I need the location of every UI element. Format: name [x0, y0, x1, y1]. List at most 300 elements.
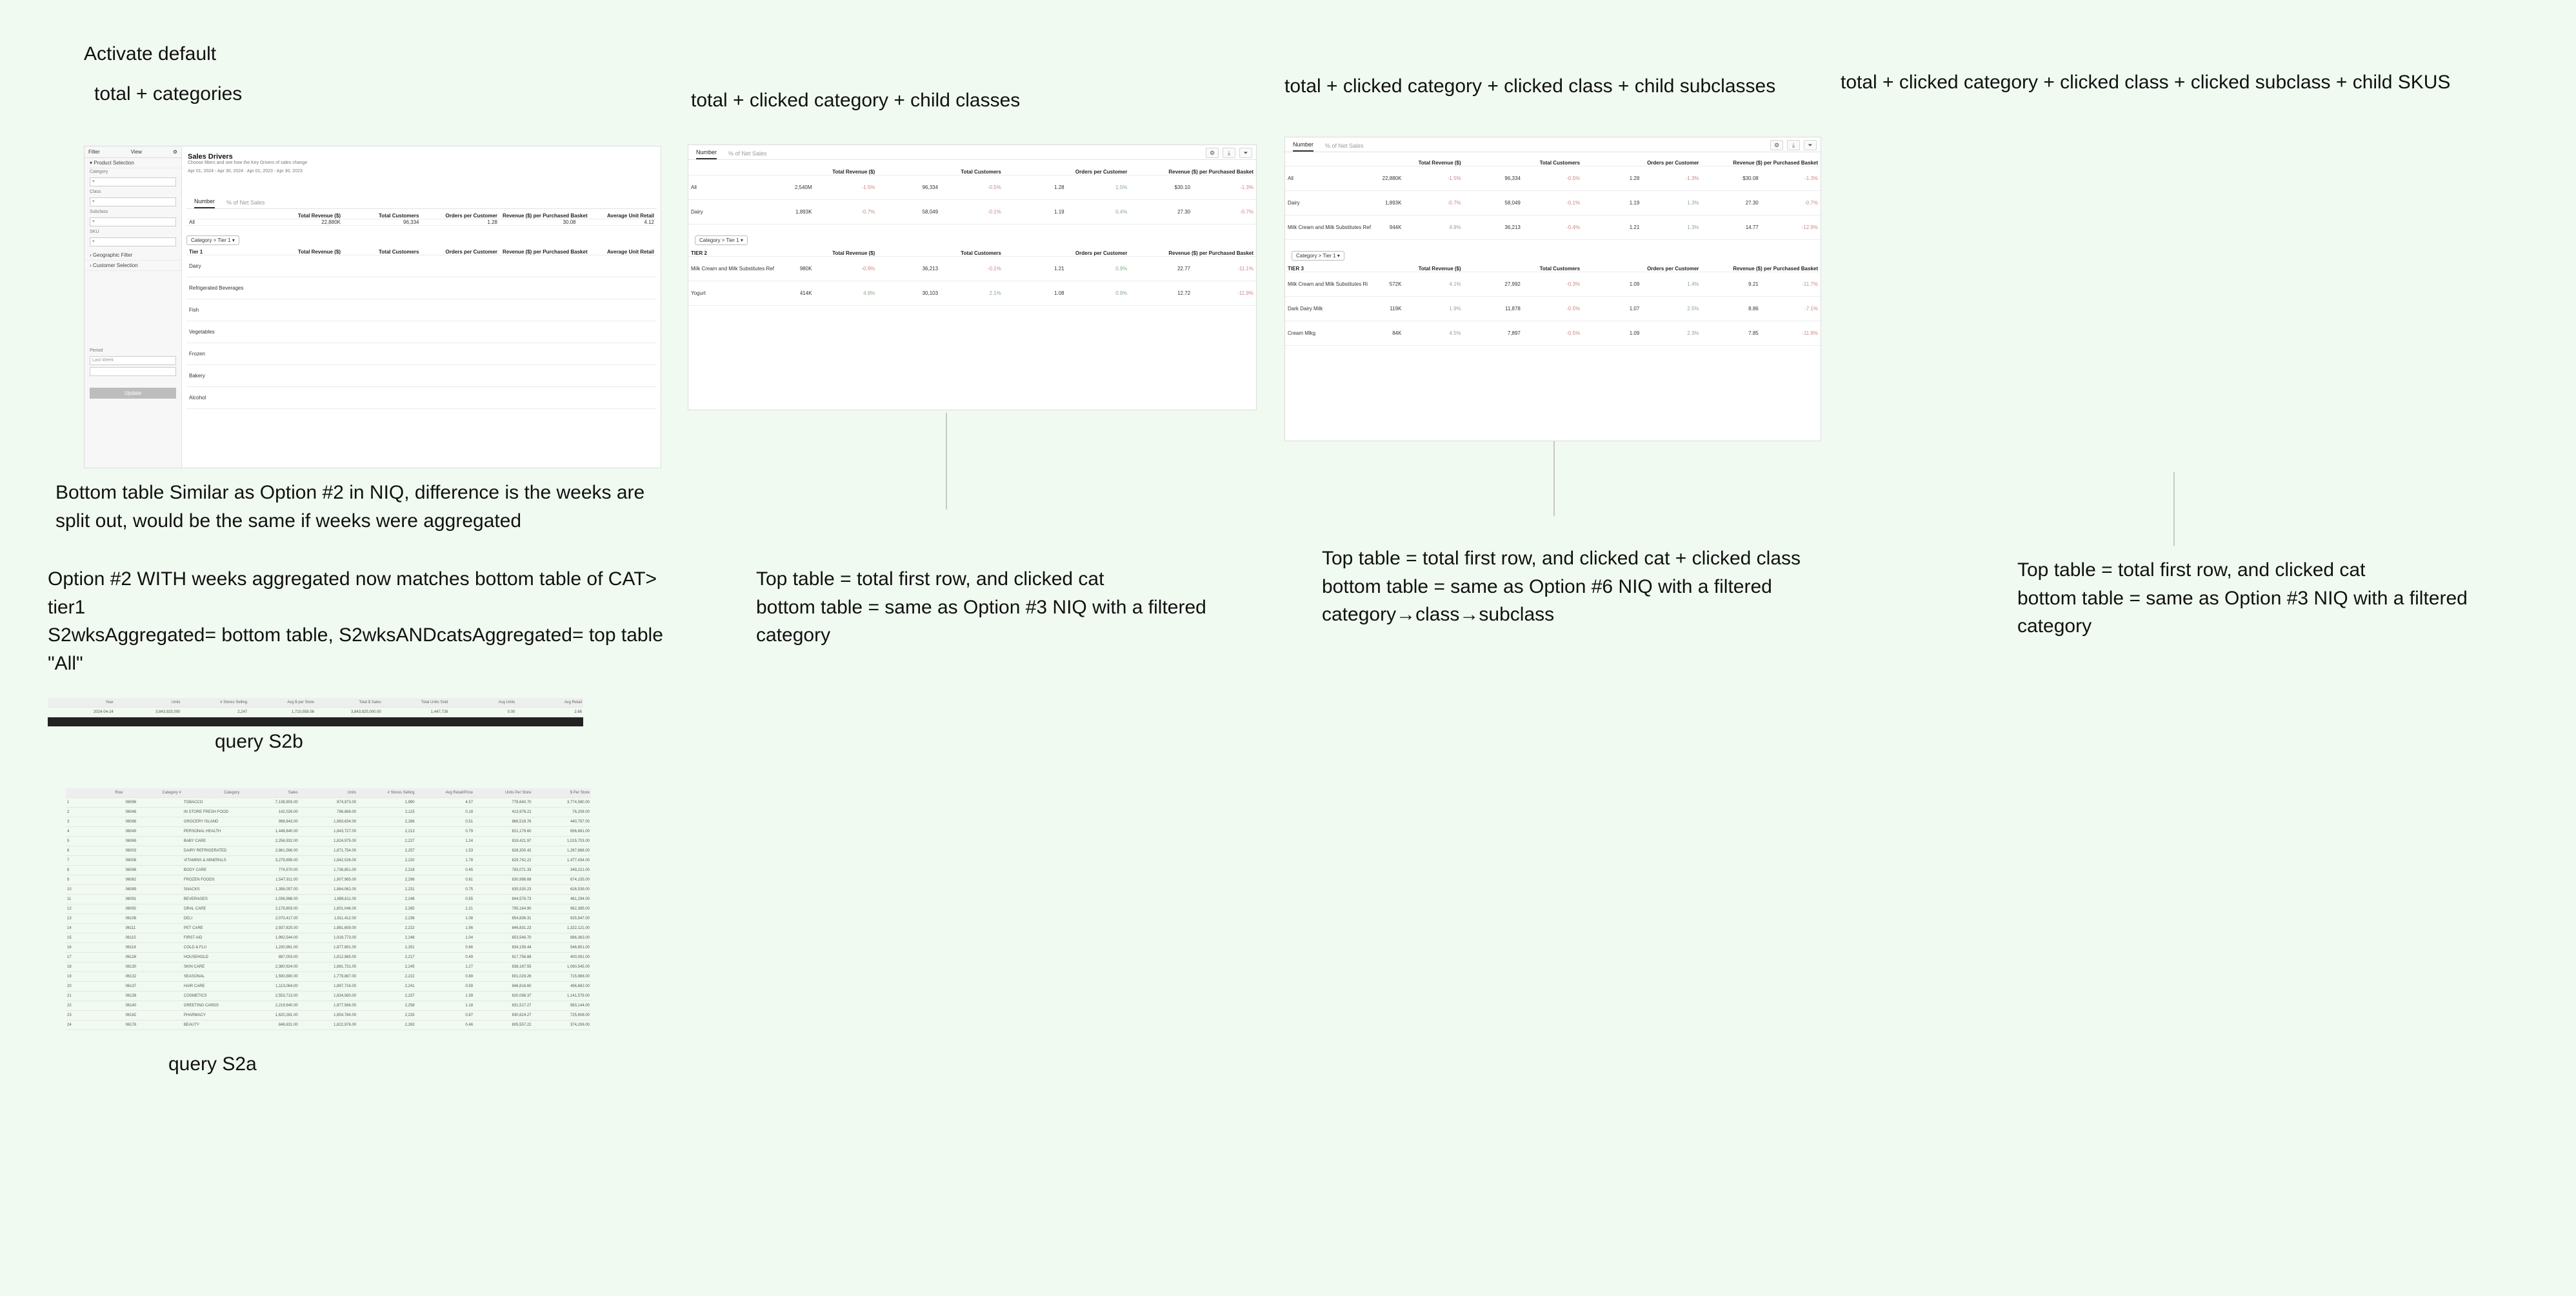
table-cell: 413,978.22	[474, 808, 532, 817]
table-cell: 0.00	[450, 708, 517, 717]
table-cell: 2,245	[357, 962, 415, 972]
class-select[interactable]: ▾	[90, 197, 176, 206]
product-selection-section[interactable]: ▾ Product Selection	[85, 158, 181, 168]
table-row[interactable]	[1285, 166, 1821, 191]
table-row[interactable]	[66, 904, 591, 914]
column-header: Units	[115, 698, 182, 708]
column-header: Category #	[124, 788, 182, 798]
table-cell: 715,968.00	[533, 972, 592, 982]
table-row[interactable]	[48, 708, 583, 717]
table-cell: 1,907,965.00	[299, 875, 357, 885]
table-row[interactable]	[66, 914, 591, 924]
table-cell: 12.72	[1130, 281, 1193, 306]
table-row[interactable]	[186, 321, 657, 343]
tab-trend[interactable]: % of Net Sales	[226, 199, 265, 206]
row-label[interactable]: Yogurt	[688, 281, 752, 306]
col-group: Total Customers	[1464, 266, 1583, 272]
view-tabs	[688, 145, 1202, 160]
table-cell: 1,801,046.00	[299, 904, 357, 914]
table-cell: DAIRY REFRIGERATED	[183, 846, 241, 856]
view-tabs	[1285, 137, 1766, 152]
note-clicked-cat: Top table = total first row, and clicked cat bottom table = same as Option #3 NIQ with a filtered category	[756, 568, 1206, 646]
top-table	[688, 169, 1256, 224]
col-group: Orders per Customer	[1583, 266, 1701, 272]
row-head: TIER 2	[688, 250, 752, 257]
table-row[interactable]	[66, 895, 591, 904]
table-cell: 1,843,727.00	[299, 827, 357, 837]
table-cell: 1.28	[1583, 166, 1642, 191]
table-row[interactable]	[66, 953, 591, 962]
table-cell: 06118	[124, 943, 182, 953]
table-row[interactable]	[1285, 272, 1821, 297]
table-cell: 58,049	[1464, 191, 1523, 215]
table-cell: 2,263	[357, 1021, 415, 1030]
table-cell: -0.9%	[815, 257, 878, 281]
table-cell: 27.30	[1702, 191, 1761, 215]
table-cell: 11	[66, 895, 124, 904]
table-cell: 818,421.97	[474, 837, 532, 846]
table-cell: DELI	[183, 914, 241, 924]
column-header: Category	[183, 788, 241, 798]
table-cell: 866,518.76	[474, 817, 532, 827]
table-row[interactable]	[66, 943, 591, 953]
table-cell: 4.12	[579, 219, 657, 226]
table-cell	[422, 255, 501, 277]
table-cell: -0.5%	[941, 175, 1004, 200]
col-group: Total Revenue ($)	[1344, 160, 1463, 166]
filter-icon[interactable]: ⏷	[1239, 148, 1252, 158]
table-cell: 6	[66, 846, 124, 856]
table-cell: 0.9%	[1067, 281, 1130, 306]
table-cell: PET CARE	[183, 924, 241, 933]
table-cell: 06008	[124, 856, 182, 866]
table-cell: 1.21	[1583, 215, 1642, 240]
category-name[interactable]: Dairy	[186, 255, 265, 277]
table-cell: 16	[66, 943, 124, 953]
table-cell: -1.3%	[1761, 166, 1821, 191]
table-row[interactable]	[66, 827, 591, 837]
column-header: # Stores Selling	[182, 698, 249, 708]
table-cell: 96,334	[877, 175, 941, 200]
settings-icon[interactable]: ⚙	[172, 149, 177, 155]
column-header: Units	[299, 788, 357, 798]
category-name[interactable]: Alcohol	[186, 387, 265, 409]
table-cell: 1,322,121.00	[533, 924, 592, 933]
filter-label[interactable]: Filter	[88, 149, 100, 155]
table-cell	[500, 255, 579, 277]
table-cell: 06082	[124, 875, 182, 885]
table-cell: 1,990	[357, 798, 415, 808]
table-cell: 1.08	[1004, 281, 1067, 306]
table-cell: 13	[66, 914, 124, 924]
table-row[interactable]	[688, 200, 1256, 224]
table-cell: 983,144.00	[533, 1001, 592, 1011]
table-row[interactable]	[66, 837, 591, 846]
tab-trend[interactable]: % of Net Sales	[728, 150, 767, 157]
table-cell: 783,071.33	[474, 866, 532, 875]
row-label[interactable]: Milk Cream and Milk Substitutes Ref	[688, 257, 752, 281]
table-cell	[500, 387, 579, 409]
table-cell: 1	[66, 798, 124, 808]
row-label[interactable]: All	[1285, 166, 1344, 191]
table-cell: 119K	[1344, 297, 1404, 321]
table-cell: 496,682.00	[533, 982, 592, 992]
table-row[interactable]	[1285, 297, 1821, 321]
table-cell: 2,258	[357, 1001, 415, 1011]
table-cell: 1.09	[1583, 321, 1642, 346]
table-cell: 440,797.00	[533, 817, 592, 827]
table-row[interactable]	[186, 299, 657, 321]
table-cell: 674,155.00	[533, 875, 592, 885]
table-cell: 980K	[752, 257, 815, 281]
table-cell	[422, 343, 501, 365]
table-row[interactable]	[1285, 215, 1821, 240]
row-head	[1285, 160, 1344, 166]
table-cell: 23	[66, 1011, 124, 1021]
page-subtitle: Choose filters and see how the Key Drivers of sales change	[188, 161, 308, 165]
table-cell: -12.9%	[1761, 215, 1821, 240]
category-name[interactable]: Refrigerated Beverages	[186, 277, 265, 299]
table-cell: 06048	[124, 808, 182, 817]
table-row[interactable]	[186, 343, 657, 365]
settings-icon[interactable]: ⚙	[1770, 140, 1783, 150]
table-cell	[579, 299, 657, 321]
table-cell: 998,843.00	[241, 817, 299, 827]
note-option2-aggregated: Option #2 WITH weeks aggregated now matches bottom table of CAT> tier1 S2wksAggregated= bottom table, S2wksANDcatsAggregated= top table "All"	[48, 568, 663, 674]
col-group: Revenue ($) per Purchased Basket	[1702, 160, 1821, 166]
table-cell: 2.5%	[1642, 297, 1701, 321]
table-row[interactable]	[66, 866, 591, 875]
export-icon[interactable]: ⤓	[1223, 148, 1235, 158]
table-cell: 06089	[124, 885, 182, 895]
table-cell: 96,334	[343, 219, 422, 226]
geographic-filter-section[interactable]: › Geographic Filter	[85, 250, 181, 261]
table-row[interactable]	[688, 257, 1256, 281]
table-cell: 1.18	[416, 1001, 474, 1011]
table-row[interactable]	[186, 365, 657, 387]
table-cell: 06091	[124, 895, 182, 904]
table-cell: 06068	[124, 817, 182, 827]
export-icon[interactable]: ⤓	[1787, 140, 1800, 150]
table-row[interactable]	[66, 982, 591, 992]
table-row[interactable]	[66, 885, 591, 895]
table-cell	[265, 365, 344, 387]
table-cell: 1,824,975.00	[299, 837, 357, 846]
table-cell: 18	[66, 962, 124, 972]
table-cell	[422, 365, 501, 387]
row-label[interactable]: All	[688, 175, 752, 200]
top-table	[1285, 160, 1821, 240]
bottom-table	[1285, 266, 1821, 346]
table-cell	[500, 343, 579, 365]
table-cell: 846,831.23	[474, 924, 532, 933]
table-cell: 0.75	[416, 885, 474, 895]
table-cell: 0.9%	[1067, 257, 1130, 281]
table-cell: 1,877,691.00	[299, 943, 357, 953]
table-cell: 0.87	[416, 1011, 474, 1021]
table-row[interactable]	[1285, 191, 1821, 215]
table-cell	[422, 277, 501, 299]
column-header: Units Per Store	[474, 788, 532, 798]
subclass-select[interactable]: ▾	[90, 217, 176, 226]
table-cell: GROCERY ISLAND	[183, 817, 241, 827]
row-head	[186, 213, 265, 219]
table-cell: 7,897	[1464, 321, 1523, 346]
table-row[interactable]	[1285, 321, 1821, 346]
table-cell: 0.55	[416, 895, 474, 904]
table-cell: TOBACCO	[183, 798, 241, 808]
table-cell: 0.4%	[1067, 200, 1130, 224]
breakdown-select[interactable]: Category > Tier 1 ▾	[695, 235, 748, 245]
table-cell: 30,103	[877, 281, 941, 306]
table-cell: 0.45	[416, 866, 474, 875]
column-header: Sales	[241, 788, 299, 798]
clicked-class-screenshot	[1284, 137, 1821, 441]
category-name[interactable]: Vegetables	[186, 321, 265, 343]
table-cell: 1,447,726	[383, 708, 450, 717]
table-cell: 0.59	[416, 982, 474, 992]
table-cell: 886,363.00	[533, 933, 592, 943]
table-cell: -11.1%	[1193, 257, 1256, 281]
table-cell: 2,266	[357, 817, 415, 827]
table-cell: 2,219,940.00	[241, 1001, 299, 1011]
table-cell: 84K	[1344, 321, 1404, 346]
category-name[interactable]: Fish	[186, 299, 265, 321]
table-cell: 2,218	[357, 866, 415, 875]
col-group: Average Unit Retail	[579, 213, 657, 219]
table-cell: 8	[66, 866, 124, 875]
table-cell: COLD & FLU	[183, 943, 241, 953]
table-cell: 830,998.68	[474, 875, 532, 885]
table-cell: 1,620,281.00	[241, 1011, 299, 1021]
table-row[interactable]	[688, 175, 1256, 200]
row-label[interactable]: Cream Mlkg	[1285, 321, 1344, 346]
table-cell: 846,831.00	[241, 1021, 299, 1030]
table-cell: 1.19	[1583, 191, 1642, 215]
table-cell: -0.1%	[941, 257, 1004, 281]
table-cell: 2,256,932.00	[241, 837, 299, 846]
table-cell: -0.7%	[815, 200, 878, 224]
table-cell: FROZEN FOODS	[183, 875, 241, 885]
table-cell: 14.77	[1702, 215, 1761, 240]
table-cell: 1,897,716.00	[299, 982, 357, 992]
table-cell: 805,557.22	[474, 1021, 532, 1030]
table-cell: 1,893K	[752, 200, 815, 224]
table-cell: BODY CARE	[183, 866, 241, 875]
table-cell: GREETING CARDS	[183, 1001, 241, 1011]
table-row[interactable]	[66, 808, 591, 817]
table-cell	[579, 277, 657, 299]
table-cell: 3,843,925,000	[115, 708, 182, 717]
activate-default-heading: Activate default	[84, 43, 217, 65]
table-row[interactable]	[66, 1001, 591, 1011]
customer-selection-section[interactable]: › Customer Selection	[85, 261, 181, 271]
table-cell: 1,060,545.00	[533, 962, 592, 972]
table-cell: 2	[66, 808, 124, 817]
table-cell[interactable]: All	[186, 219, 265, 226]
breakdown-value: Category > Tier 1	[191, 237, 231, 243]
table-cell: 2,241	[357, 982, 415, 992]
table-cell: -11.7%	[1761, 272, 1821, 297]
table-cell: 2.1%	[941, 281, 1004, 306]
settings-icon[interactable]: ⚙	[1206, 148, 1219, 158]
table-row[interactable]	[66, 846, 591, 856]
table-cell: 1,113,064.00	[241, 982, 299, 992]
filter-icon[interactable]: ⏷	[1804, 140, 1817, 150]
col-group: Revenue ($) per Purchased Basket	[500, 213, 579, 219]
table-cell	[579, 387, 657, 409]
table-cell	[500, 299, 579, 321]
table-row[interactable]	[66, 875, 591, 885]
table-cell: 1,918,773.00	[299, 933, 357, 943]
sidebar-field-label: SKU	[90, 230, 99, 234]
table-cell: 1,864,062.00	[299, 885, 357, 895]
table-row[interactable]	[688, 281, 1256, 306]
col-group: Total Customers	[343, 249, 422, 255]
table-cell: 2,553,713.00	[241, 992, 299, 1001]
tab-number[interactable]: Number	[194, 198, 215, 208]
view-label[interactable]: View	[130, 149, 142, 155]
query-s2b-scrollbar[interactable]	[48, 717, 583, 726]
sku-select[interactable]: ▾	[90, 237, 176, 246]
table-cell	[343, 365, 422, 387]
row-label[interactable]: Dairy	[688, 200, 752, 224]
table-cell: -1.5%	[815, 175, 878, 200]
breakdown-select[interactable]: Category > Tier 1 ▾	[1292, 251, 1344, 261]
table-cell: -7.1%	[1761, 297, 1821, 321]
table-cell: 14	[66, 924, 124, 933]
col-group: Average Unit Retail	[579, 249, 657, 255]
table-cell	[500, 365, 579, 387]
table-cell: 400,091.00	[533, 953, 592, 962]
table-cell: 2,248	[357, 933, 415, 943]
table-cell: 2.3%	[1642, 321, 1701, 346]
table-cell: 76,209.00	[533, 808, 592, 817]
row-label[interactable]: Dark Dairy Milk	[1285, 297, 1344, 321]
table-row[interactable]	[66, 972, 591, 982]
period-select[interactable]: Last Week	[90, 356, 176, 365]
table-row[interactable]	[66, 933, 591, 943]
table-cell: 22,880K	[265, 219, 344, 226]
table-cell: 2,222	[357, 972, 415, 982]
table-cell: COSMETICS	[183, 992, 241, 1001]
table-cell: 9.21	[1702, 272, 1761, 297]
tab-number[interactable]: Number	[1293, 141, 1313, 152]
table-cell: 0.51	[416, 817, 474, 827]
row-label[interactable]: Dairy	[1285, 191, 1344, 215]
table-cell: -1.3%	[1642, 166, 1701, 191]
table-cell: 8.86	[1702, 297, 1761, 321]
table-cell: PERSONAL HEALTH	[183, 827, 241, 837]
table-cell: 06115	[124, 933, 182, 943]
table-cell	[343, 277, 422, 299]
table-row[interactable]	[66, 817, 591, 827]
table-cell: 572K	[1344, 272, 1404, 297]
table-cell: -0.1%	[941, 200, 1004, 224]
table-row[interactable]	[186, 277, 657, 299]
table-row[interactable]	[66, 924, 591, 933]
table-cell: 06111	[124, 924, 182, 933]
col-group: Total Customers	[343, 213, 422, 219]
row-label[interactable]: Milk Cream and Milk Substitutes Ri	[1285, 272, 1344, 297]
table-cell: 7,138,903.00	[241, 798, 299, 808]
table-cell: 22	[66, 1001, 124, 1011]
table-cell: -0.5%	[1523, 166, 1583, 191]
row-head	[688, 169, 752, 175]
query-s2a-label: query S2a	[168, 1053, 257, 1075]
table-row[interactable]	[66, 962, 591, 972]
table-cell: BEVERAGES	[183, 895, 241, 904]
column-header: $ Per Store	[533, 788, 592, 798]
view-tabs	[186, 194, 657, 209]
table-cell: 1.3%	[1642, 191, 1701, 215]
period-compare[interactable]	[90, 367, 176, 376]
table-cell: 1,911,412.00	[299, 914, 357, 924]
table-row[interactable]	[66, 1011, 591, 1021]
category-name[interactable]: Frozen	[186, 343, 265, 365]
breakdown-select[interactable]: Category > Tier 1 ▾	[186, 235, 239, 245]
table-cell: 828,300.42	[474, 846, 532, 856]
category-name[interactable]: Bakery	[186, 365, 265, 387]
top-summary-table	[186, 213, 657, 226]
column-header: # Stores Selling	[357, 788, 415, 798]
table-cell: 3,843,925,000.00	[315, 708, 383, 717]
table-cell: 349,221.00	[533, 866, 592, 875]
table-row[interactable]	[186, 255, 657, 277]
table-cell: 2,222	[357, 924, 415, 933]
tab-trend[interactable]: % of Net Sales	[1325, 143, 1364, 149]
table-cell: 4.1%	[1404, 272, 1463, 297]
table-cell: 0.49	[416, 953, 474, 962]
tab-number[interactable]: Number	[696, 149, 717, 159]
row-label[interactable]: Milk Cream and Milk Substitutes Ref	[1285, 215, 1344, 240]
table-cell	[579, 365, 657, 387]
column-header: Row	[66, 788, 124, 798]
table-cell: -1.3%	[1193, 175, 1256, 200]
table-cell: 1.53	[416, 846, 474, 856]
sales-drivers-screenshot	[84, 146, 661, 468]
table-cell: 2,380,924.00	[241, 962, 299, 972]
table-row[interactable]	[66, 1021, 591, 1030]
table-cell: 1.24	[416, 837, 474, 846]
table-cell: 0.81	[416, 875, 474, 885]
table-cell: 2024-04-24	[48, 708, 115, 717]
table-row[interactable]	[186, 387, 657, 409]
table-cell: 06132	[124, 972, 182, 982]
date-range[interactable]: Apr 01, 2024 - Apr 30, 2024 · Apr 01, 2023 - Apr 30, 2023	[188, 169, 303, 174]
category-select[interactable]: ▾	[90, 177, 176, 186]
table-row[interactable]	[66, 992, 591, 1001]
total-categories-heading: total + categories	[94, 83, 243, 105]
table-row[interactable]	[66, 798, 591, 808]
table-cell: 7.85	[1702, 321, 1761, 346]
table-cell: 58,049	[877, 200, 941, 224]
table-cell: 0.66	[416, 943, 474, 953]
table-cell: 2,937,825.00	[241, 924, 299, 933]
table-cell: 12	[66, 904, 124, 914]
update-button[interactable]: Update	[90, 388, 176, 399]
table-cell: PHARMACY	[183, 1011, 241, 1021]
table-cell: 1.21	[1004, 257, 1067, 281]
table-cell: 36,213	[877, 257, 941, 281]
table-row[interactable]	[66, 856, 591, 866]
table-cell	[265, 255, 344, 277]
table-cell: 1,812,965.00	[299, 953, 357, 962]
table-cell: 30.08	[500, 219, 579, 226]
table-cell: 06108	[124, 914, 182, 924]
table-cell: 2,217	[357, 953, 415, 962]
breakdown-value: Category > Tier 1	[699, 237, 739, 243]
